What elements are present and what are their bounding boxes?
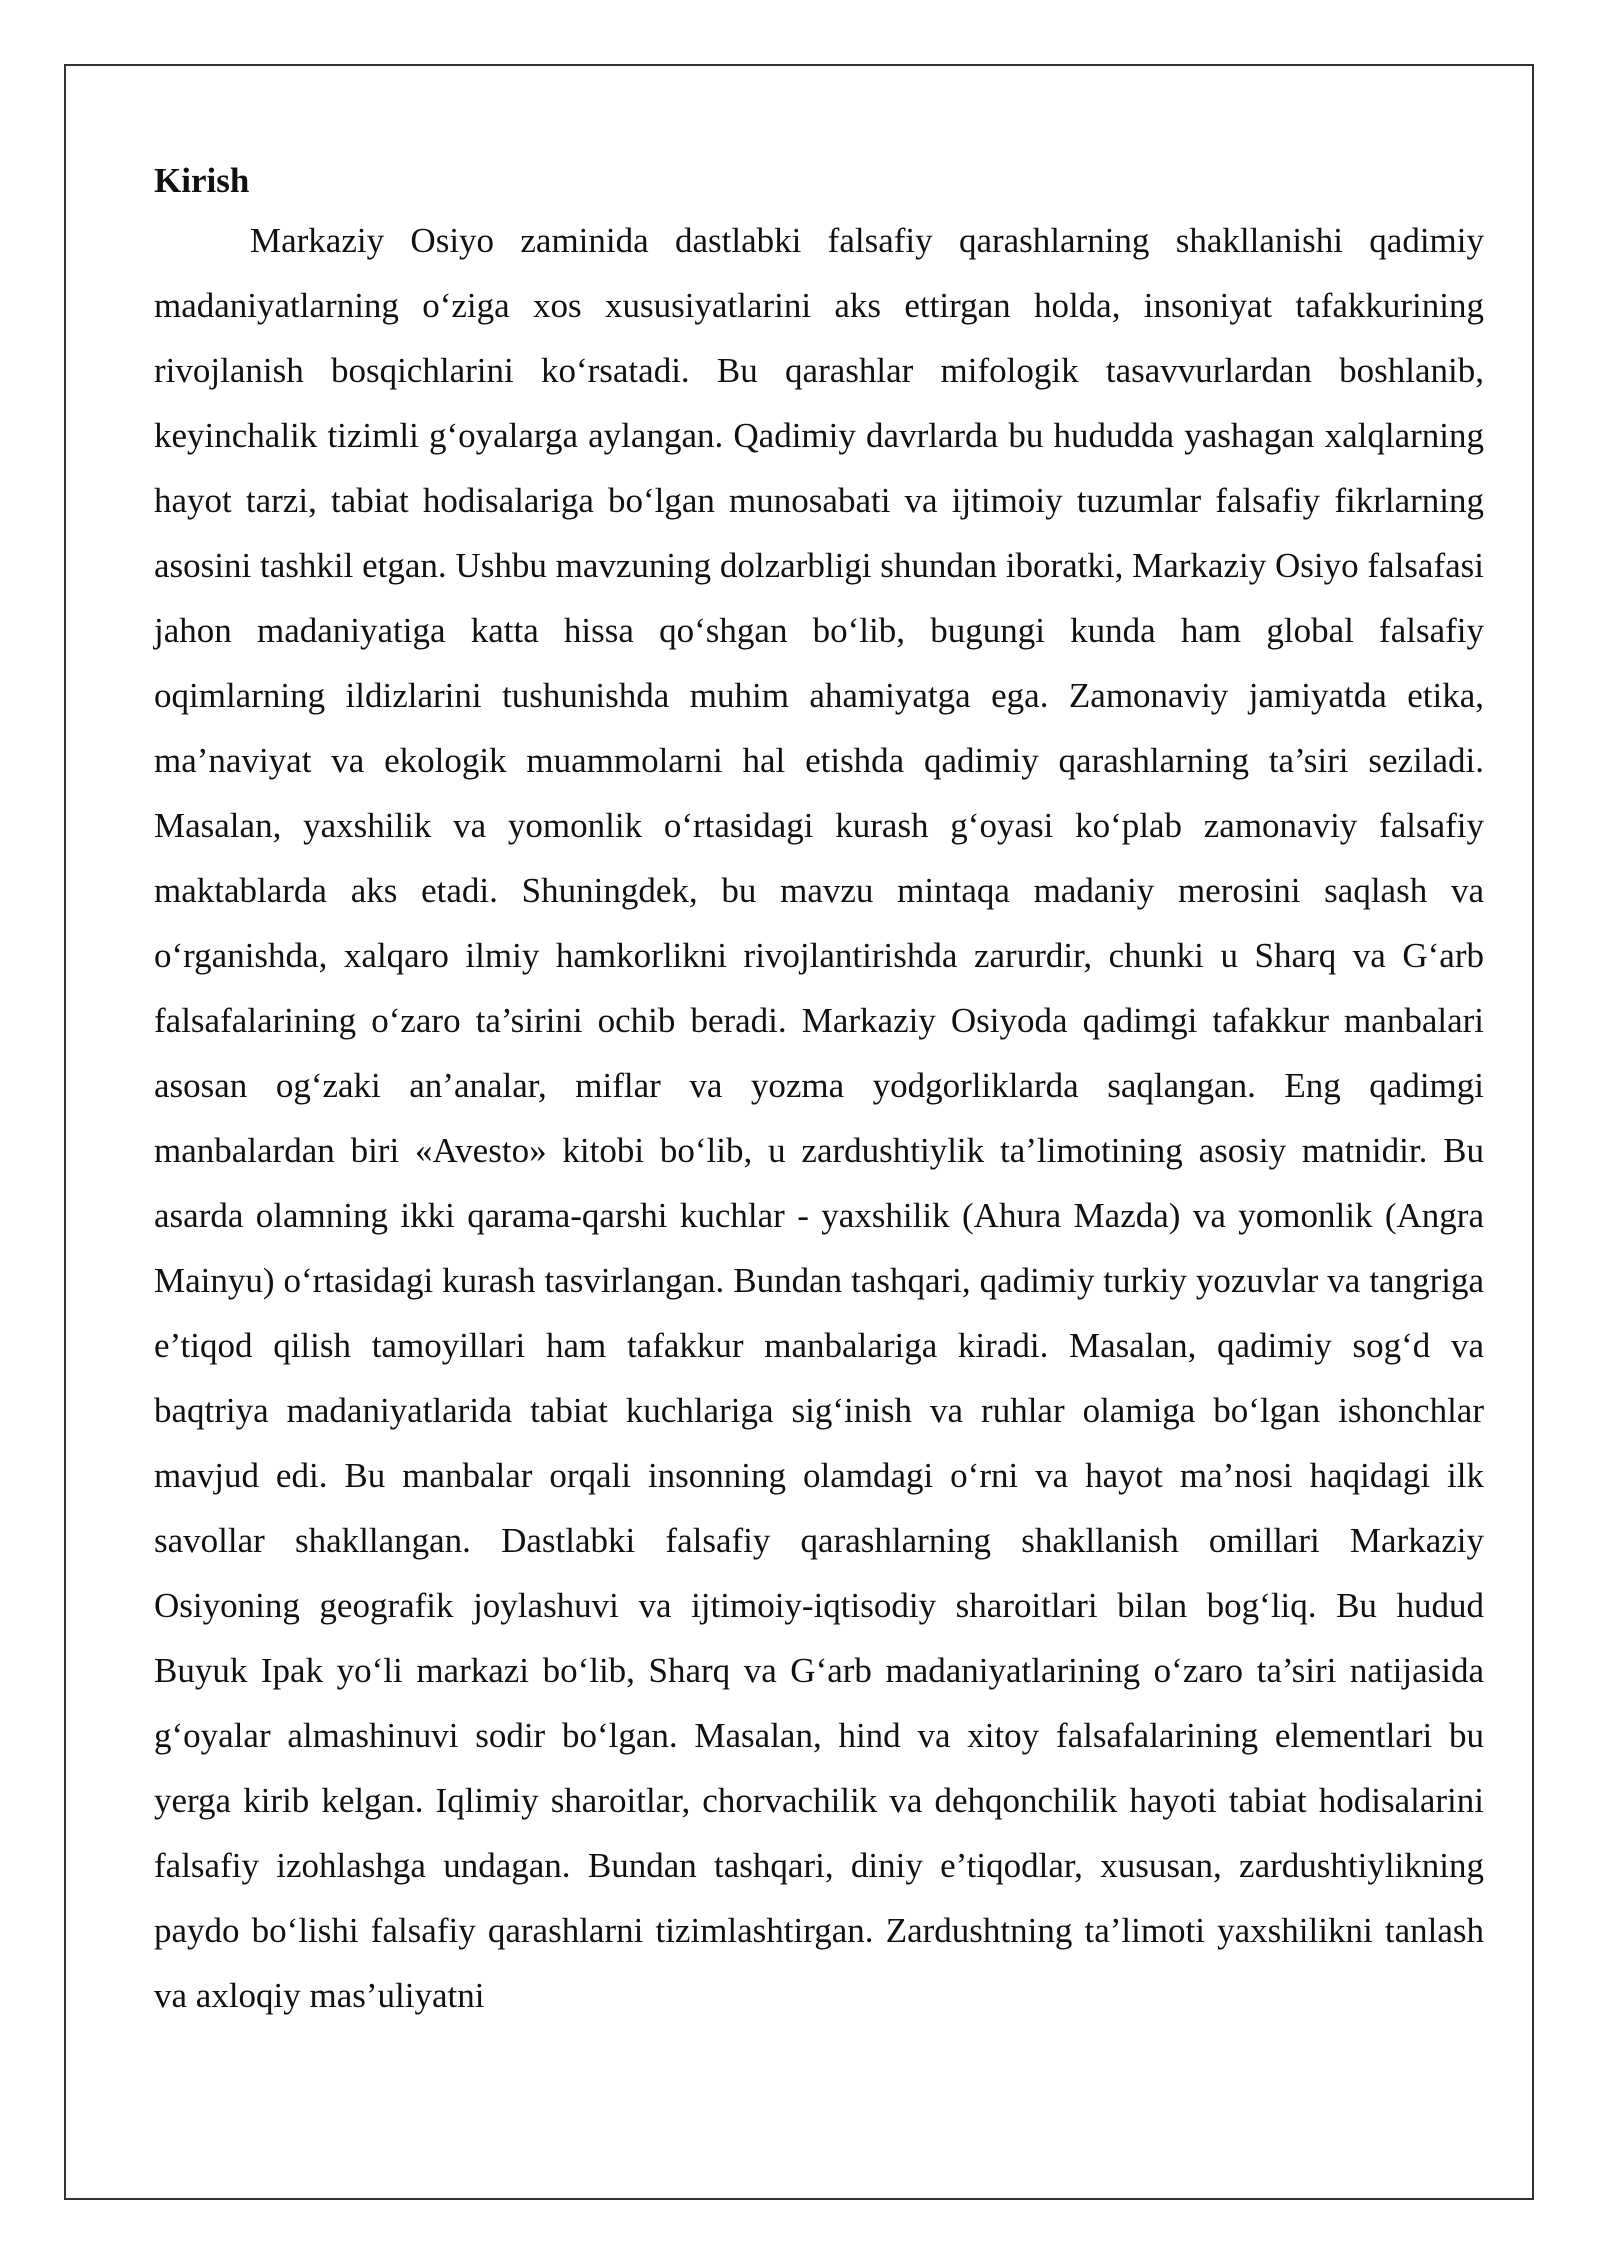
page-content	[154, 154, 1484, 2028]
page-frame	[64, 64, 1534, 2200]
section-heading: Kirish	[154, 161, 250, 200]
body-paragraph: Markaziy Osiyo zaminida dastlabki falsafiy qarashlarning shakllanishi qadimiy madaniyatlarning o‘ziga xos xususiyatlarini aks ettirgan holda, insoniyat tafakkurining rivojlanish bosqichlarini ko‘rsatadi. Bu qarashlar mifologik tasavvurlardan boshlanib, keyinchalik tizimli g‘oyalarga aylangan. Qadimiy davrlarda bu hududda yashagan xalqlarning hayot tarzi, tabiat hodisalariga bo‘lgan munosabati va ijtimoiy tuzumlar falsafiy fikrlarning asosini tashkil etgan. Ushbu mavzuning dolzarbligi shundan iboratki, Markaziy Osiyo falsafasi jahon madaniyatiga katta hissa qo‘shgan bo‘lib, bugungi kunda ham global falsafiy oqimlarning ildizlarini tushunishda muhim ahamiyatga ega. Zamonaviy jamiyatda etika, ma’naviyat va ekologik muammolarni hal etishda qadimiy qarashlarning ta’siri seziladi. Masalan, yaxshilik va yomonlik o‘rtasidagi kurash g‘oyasi ko‘plab zamonaviy falsafiy maktablarda aks etadi. Shuningdek, bu mavzu mintaqa madaniy merosini saqlash va o‘rganishda, xalqaro ilmiy hamkorlikni rivojlantirishda zarurdir, chunki u Sharq va G‘arb falsafalarining o‘zaro ta’sirini ochib beradi. Markaziy Osiyoda qadimgi tafakkur manbalari asosan og‘zaki an’analar, miflar va yozma yodgorliklarda saqlangan. Eng qadimgi manbalardan biri «Avesto» kitobi bo‘lib, u zardushtiylik ta’limotining asosiy matnidir. Bu asarda olamning ikki qarama-qarshi kuchlar - yaxshilik (Ahura Mazda) va yomonlik (Angra Mainyu) o‘rtasidagi kurash tasvirlangan. Bundan tashqari, qadimiy turkiy yozuvlar va tangriga e’tiqod qilish tamoyillari ham tafakkur manbalariga kiradi. Masalan, qadimiy sog‘d va baqtriya madaniyatlarida tabiat kuchlariga sig‘inish va ruhlar olamiga bo‘lgan ishonchlar mavjud edi. Bu manbalar orqali insonning olamdagi o‘rni va hayot ma’nosi haqidagi ilk savollar shakllangan. Dastlabki falsafiy qarashlarning shakllanish omillari Markaziy Osiyoning geografik joylashuvi va ijtimoiy-iqtisodiy sharoitlari bilan bog‘liq. Bu hudud Buyuk Ipak yo‘li markazi bo‘lib, Sharq va G‘arb madaniyatlarining o‘zaro ta’siri natijasida g‘oyalar almashinuvi sodir bo‘lgan. Masalan, hind va xitoy falsafalarining elementlari bu yerga kirib kelgan. Iqlimiy sharoitlar, chorvachilik va dehqonchilik hayoti tabiat hodisalarini falsafiy izohlashga undagan. Bundan tashqari, diniy e’tiqodlar, xususan, zardushtiylikning paydo bo‘lishi falsafiy qarashlarni tizimlashtirgan. Zardushtning ta’limoti yaxshilikni tanlash va axloqiy mas’uliyatni	[154, 221, 1484, 2015]
